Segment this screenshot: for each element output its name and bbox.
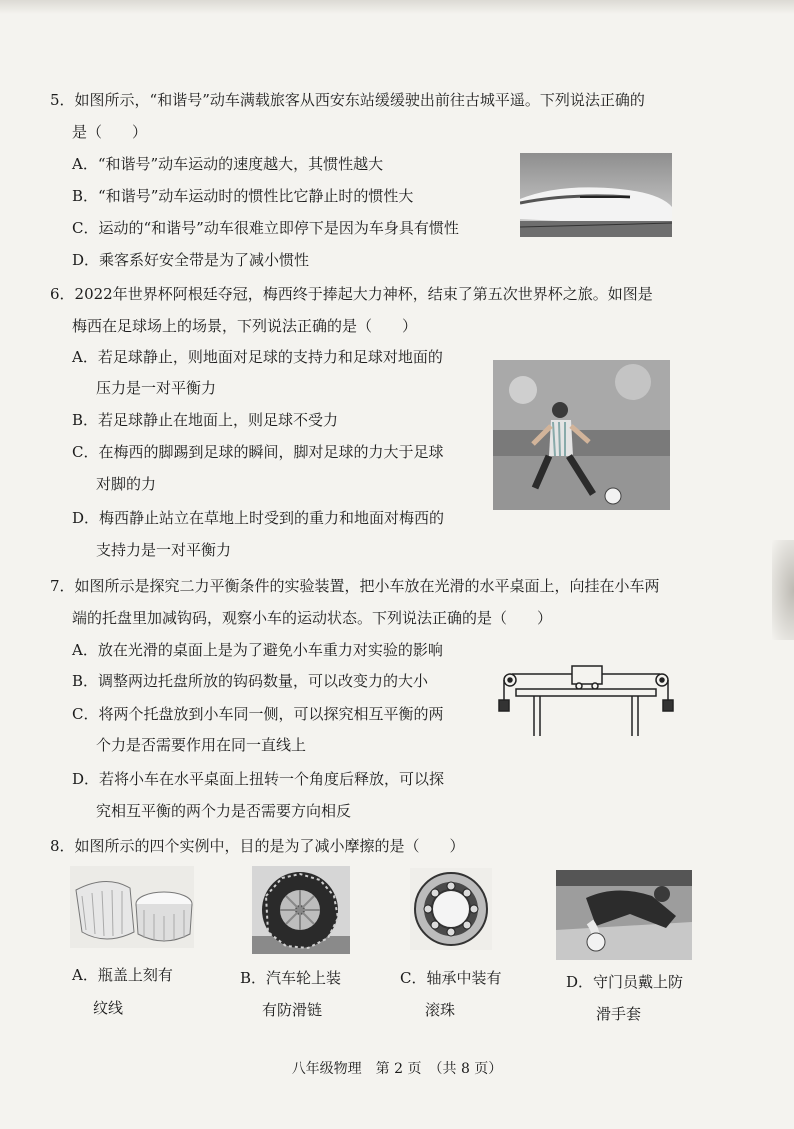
q6-option-b: B．若足球静止在地面上，则足球不受力 [72, 411, 339, 429]
ball-bearing-image [410, 868, 492, 950]
page-footer: 八年级物理 第 2 页 （共 8 页） [291, 1061, 503, 1077]
q5-option-b: B．“和谐号”动车运动时的惯性比它静止时的惯性大 [72, 187, 414, 205]
high-speed-train-image [520, 153, 672, 237]
q7-option-c-line2: 个力是否需要作用在同一直线上 [96, 736, 307, 754]
q6-option-d-line1: D．梅西静止站立在草地上时受到的重力和地面对梅西的 [72, 509, 445, 527]
q8-caption-d-line2: 滑手套 [596, 1005, 642, 1023]
q6-option-c-line1: C．在梅西的脚踢到足球的瞬间，脚对足球的力大于足球 [72, 443, 444, 461]
q8-caption-a-line2: 纹线 [93, 999, 124, 1017]
q5-option-a: A．“和谐号”动车运动的速度越大，其惯性越大 [72, 155, 384, 173]
q6-option-a-line1: A．若足球静止，则地面对足球的支持力和足球对地面的 [72, 348, 443, 366]
q8-stem: 8．如图所示的四个实例中，目的是为了减小摩擦的是（ ） [50, 837, 465, 855]
q8-caption-d-line1: D．守门员戴上防 [566, 973, 684, 991]
force-balance-apparatus-diagram [496, 660, 676, 740]
q5-option-d: D．乘客系好安全带是为了减小惯性 [72, 251, 310, 269]
q6-option-c-line2: 对脚的力 [96, 475, 157, 493]
page-shadow [772, 540, 794, 640]
q8-caption-c-line2: 滚珠 [425, 1001, 456, 1019]
page-top-edge [0, 0, 794, 14]
q7-option-b: B．调整两边托盘所放的钩码数量，可以改变力的大小 [72, 672, 429, 690]
q6-option-d-line2: 支持力是一对平衡力 [96, 541, 232, 559]
q5-stem-line1: 5．如图所示，“和谐号”动车满载旅客从西安东站缓缓驶出前往古城平遥。下列说法正确的 [50, 91, 645, 109]
q8-caption-b-line1: B．汽车轮上装 [240, 969, 342, 987]
q7-option-d-line1: D．若将小车在水平桌面上扭转一个角度后释放，可以探 [72, 770, 445, 788]
q5-option-c: C．运动的“和谐号”动车很难立即停下是因为车身具有惯性 [72, 219, 459, 237]
q8-caption-c-line1: C．轴承中装有 [400, 969, 502, 987]
snow-chain-tire-image [252, 866, 350, 954]
q7-stem-line1: 7．如图所示是探究二力平衡条件的实验装置，把小车放在光滑的水平桌面上，向挂在小车两 [50, 577, 660, 595]
soccer-player-image [493, 360, 670, 510]
goalkeeper-glove-image [556, 870, 692, 960]
q6-stem-line2: 梅西在足球场上的场景，下列说法正确的是（ ） [72, 317, 418, 335]
q8-caption-b-line2: 有防滑链 [262, 1001, 323, 1019]
q6-option-a-line2: 压力是一对平衡力 [96, 379, 217, 397]
q7-option-d-line2: 究相互平衡的两个力是否需要方向相反 [96, 802, 352, 820]
q8-caption-a-line1: A．瓶盖上刻有 [72, 966, 173, 984]
q7-option-a: A．放在光滑的桌面上是为了避免小车重力对实验的影响 [72, 641, 443, 659]
bottle-cap-image [70, 866, 194, 948]
q6-stem-line1: 6．2022年世界杯阿根廷夺冠，梅西终于捧起大力神杯，结束了第五次世界杯之旅。如图是 [50, 285, 653, 303]
q5-stem-line2: 是（ ） [72, 123, 148, 141]
q7-stem-line2: 端的托盘里加减钩码，观察小车的运动状态。下列说法正确的是（ ） [72, 609, 553, 627]
q7-option-c-line1: C．将两个托盘放到小车同一侧，可以探究相互平衡的两 [72, 705, 444, 723]
